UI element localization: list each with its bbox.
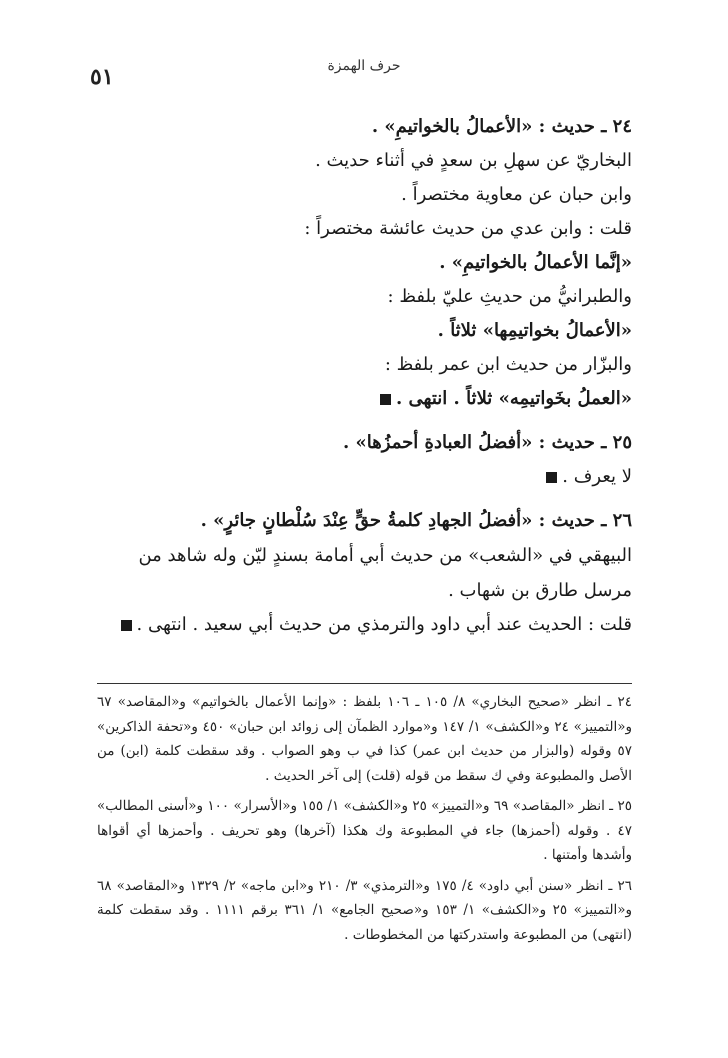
footnote-24: ٢٤ ـ انظر «صحيح البخاري» ٨/ ١٠٥ ـ ١٠٦ بلفظ : «وإنما الأعمال بالخواتيم» و«المقاصد» ٦٧ و«التمييز» ٢٤ و«الكشف» ١/ ١٤٧ و«موارد الظمآن إلى زوائد ابن حبان» ٤٥٠ و«تحفة الذاكرين» ٥٧ وقوله (والبزار من حديث ابن عمر) كذا في ب وهو الصواب . وقد سقطت كلمة (ابن) من الأصل والمطبوعة وفي ك سقط من قوله (قلت) إلى آخر الحديث . <box>97 694 632 784</box>
hadith-24-variant-2: «الأعمالُ بخواتيمِها» ثلاثاً . <box>437 320 632 341</box>
end-of-entry-square-icon <box>546 472 557 483</box>
footnotes <box>97 690 632 947</box>
page-number: ٥١ <box>90 64 114 90</box>
hadith-25-title: ٢٥ ـ حديث : «أفضلُ العبادةِ أحمزُها» . <box>343 432 632 453</box>
hadith-26-comment-text: قلت : الحديث عند أبي داود والترمذي من حديث أبي سعيد . انتهى . <box>136 614 632 635</box>
running-header: حرف الهمزة <box>327 58 401 74</box>
hadith-26-comment <box>96 608 632 642</box>
hadith-24-source-4: والبزّار من حديث ابن عمر بلفظ : <box>384 354 632 375</box>
hadith-25-comment <box>96 460 632 494</box>
hadith-24-variant-3-text: «العملُ بخَواتيمِه» ثلاثاً . انتهى . <box>396 388 632 409</box>
hadith-24-source-2: وابن حبان عن معاوية مختصراً . <box>401 184 632 205</box>
hadith-24-source-1: البخاريّ عن سهلِ بن سعدٍ في أثناء حديث . <box>315 150 632 171</box>
hadith-24-comment: قلت : وابن عدي من حديث عائشة مختصراً : <box>304 218 632 239</box>
main-text <box>96 110 632 642</box>
footnote-25: ٢٥ ـ انظر «المقاصد» ٦٩ و«التمييز» ٢٥ و«الكشف» ١/ ١٥٥ و«الأسرار» ١٠٠ و«أسنى المطالب» ٤٧ . وقوله (أحمزها) جاء في المطبوعة وك هكذا (آخرها) وهو تحريف . وأحمزها أي أقواها وأشدها وأمتنها . <box>97 798 632 863</box>
hadith-25-comment-text: لا يعرف . <box>562 466 632 487</box>
hadith-24-source-3: والطبرانيُّ من حديثِ عليّ بلفظ : <box>387 286 632 307</box>
footnote-26: ٢٦ ـ انظر «سنن أبي داود» ٤/ ١٧٥ و«الترمذي» ٣/ ٢١٠ و«ابن ماجه» ٢/ ١٣٢٩ و«المقاصد» ٦٨ و«التمييز» ٢٥ و«الكشف» ١/ ١٥٣ و«صحيح الجامع» ١/ ٣٦١ برقم ١١١١ . وقد سقطت كلمة (انتهى) من المطبوعة واستدركتها من المخطوطات . <box>97 877 633 943</box>
hadith-24-variant-3 <box>96 382 632 416</box>
end-of-entry-square-icon <box>121 620 132 631</box>
footnote-divider <box>97 683 632 684</box>
end-of-entry-square-icon <box>380 394 391 405</box>
hadith-24-title: ٢٤ ـ حديث : «الأعمالُ بالخواتيمِ» . <box>371 116 632 137</box>
hadith-26-source: البيهقي في «الشعب» من حديث أبي أمامة بسندٍ ليّن وله شاهد من مرسل طارق بن شهاب . <box>138 545 632 601</box>
hadith-24-variant-1: «إنَّما الأعمالُ بالخواتيمِ» . <box>439 252 632 273</box>
hadith-26-title: ٢٦ ـ حديث : «أفضلُ الجهادِ كلمةُ حقٍّ عِنْدَ سُلْطانٍ جائرٍ» . <box>200 510 632 531</box>
